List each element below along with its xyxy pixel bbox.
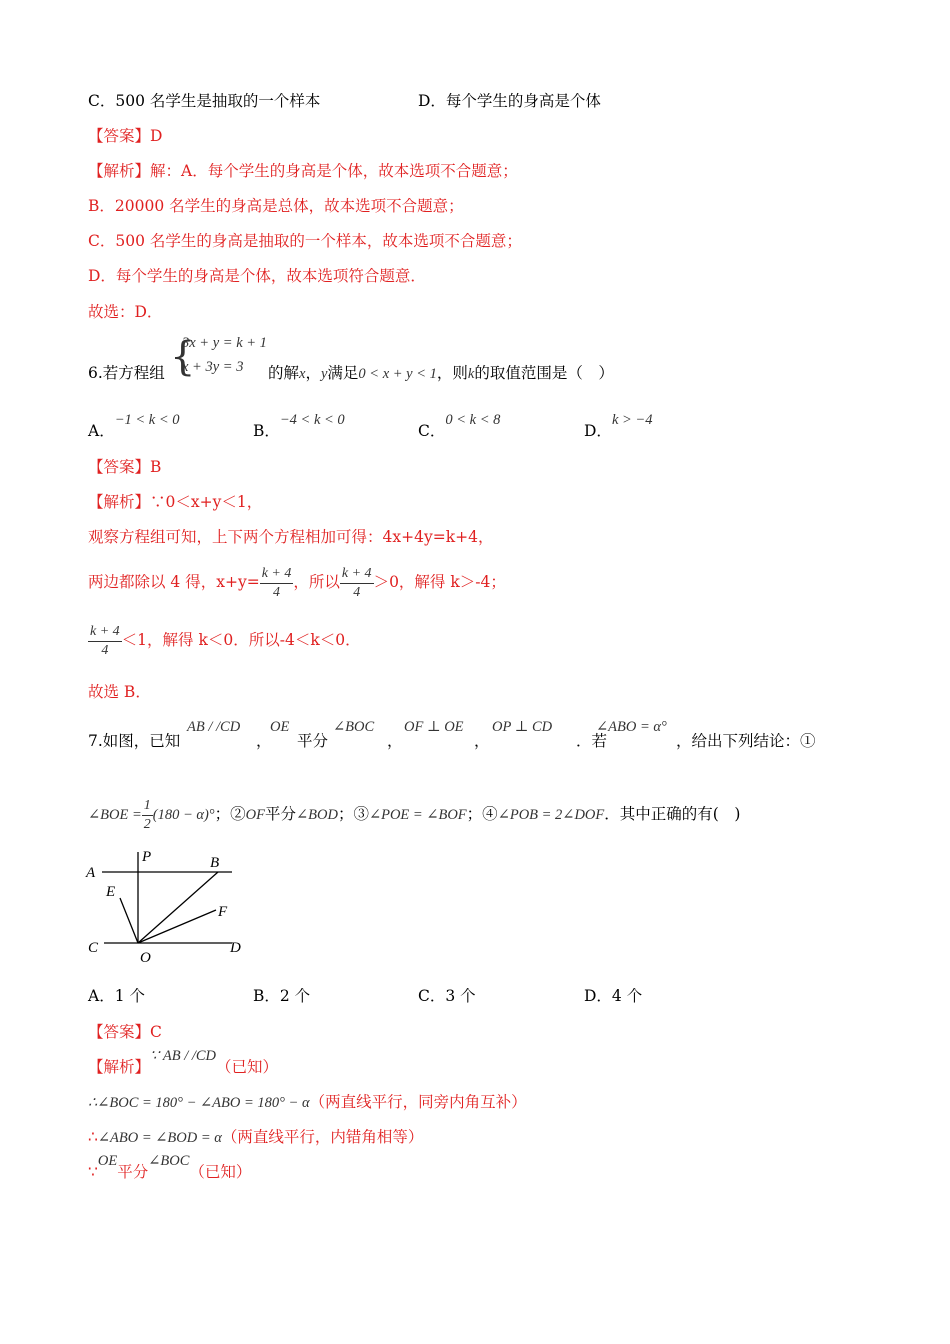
q7-option-a: A．1 个 xyxy=(88,987,145,1005)
conclusion-1-expr: (180 − α)° xyxy=(152,807,215,823)
q5-option-c: C．500 名学生是抽取的一个样本 xyxy=(88,92,321,110)
q6-option-c xyxy=(418,412,501,443)
var-x: x xyxy=(299,366,306,382)
q7-cond-angle: ∠ABO = α° xyxy=(596,719,667,735)
option-label: C． xyxy=(418,422,446,440)
explain-text: ∵0＜x+y＜1， xyxy=(150,493,263,511)
equation-system xyxy=(170,335,270,381)
explain-text: ，所以 xyxy=(293,573,340,591)
q6-explain-1 xyxy=(88,491,262,513)
explain-text: 两边都除以 4 得，x+y= xyxy=(88,573,260,591)
option-math: k > −4 xyxy=(611,412,653,428)
q7-answer xyxy=(88,1021,162,1043)
q7-option-b: B．2 个 xyxy=(253,987,311,1005)
option-label: B． xyxy=(253,422,280,440)
explain-text: 解：A．每个学生的身高是个体，故本选项不合题意； xyxy=(150,162,518,180)
q6-option-a xyxy=(88,412,180,443)
ray-ob xyxy=(138,872,218,943)
sep-3: ；③ xyxy=(337,805,369,823)
equation-2: x + 3y = 3 xyxy=(182,359,244,375)
option-math: −4 < k < 0 xyxy=(279,412,345,428)
explain-text: ＞0，解得 k＞-4； xyxy=(373,573,506,591)
label-c: C xyxy=(88,940,99,956)
explain-math: ∴∠BOC = 180° − ∠ABO = 180° − α xyxy=(88,1095,310,1111)
explain-note: （两直线平行，同旁内角互补） xyxy=(309,1093,527,1111)
q7-option-c: C．3 个 xyxy=(418,987,476,1005)
q7-sep: ， xyxy=(474,732,490,750)
q7-bisects: 平分 xyxy=(297,732,329,750)
q7-cond-of-perp: OF ⊥ OE xyxy=(404,719,464,735)
answer-tag: 【答案】 xyxy=(88,458,151,476)
q7-cond-boc: ∠BOC xyxy=(333,719,375,735)
q7-explain-3 xyxy=(88,1126,423,1149)
q7-explain-4 xyxy=(88,1153,252,1184)
q7-sep: ， xyxy=(256,732,272,750)
q7-sep: ， xyxy=(387,732,403,750)
option-label: A． xyxy=(88,422,115,440)
conclusion-tail: ．其中正确的有( ) xyxy=(604,805,741,823)
therefore-icon: ∴ xyxy=(88,1128,98,1146)
fraction-denominator: 4 xyxy=(101,642,109,658)
fraction-half xyxy=(142,797,153,834)
q5-explain-2: B．20000 名学生的身高是总体，故本选项不合题意； xyxy=(88,197,464,215)
bisects: 平分 xyxy=(264,805,296,823)
conclusion-2-bod: ∠BOD xyxy=(295,807,338,823)
conclusion-1: ∠BOE = xyxy=(88,807,142,823)
stem-text: 的解 xyxy=(268,364,300,382)
fraction xyxy=(340,565,374,602)
q7-tail: ，给出下列结论：① xyxy=(676,732,816,750)
fraction-denominator: 2 xyxy=(143,816,151,832)
answer-value: C xyxy=(150,1023,162,1041)
q6-option-d xyxy=(584,412,653,443)
q5-explain-1 xyxy=(88,160,518,182)
q6-explain-2: 观察方程组可知，上下两个方程相加可得：4x+4y=k+4， xyxy=(88,528,494,546)
conclusion-4: ∠POB = 2∠DOF xyxy=(497,807,605,823)
ray-of xyxy=(138,910,216,943)
q5-answer xyxy=(88,125,162,147)
q7-cond-parallel: AB / /CD xyxy=(187,719,241,735)
answer-value: B xyxy=(150,458,162,476)
option-label: D． xyxy=(584,422,612,440)
q7-conclusions xyxy=(88,794,740,835)
stem-text: ，则 xyxy=(436,364,468,382)
option-math: 0 < k < 8 xyxy=(445,412,501,428)
fraction-numerator: k + 4 xyxy=(340,565,374,584)
sep-2: ；② xyxy=(214,805,246,823)
q5-explain-4: D．每个学生的身高是个体，故本选项符合题意． xyxy=(88,267,426,285)
q6-prefix: 6.若方程组 xyxy=(88,364,165,382)
label-o: O xyxy=(140,950,151,966)
label-a: A xyxy=(86,865,96,881)
explain-note: （已知） xyxy=(216,1058,279,1076)
label-b: B xyxy=(210,855,220,871)
geometry-figure xyxy=(84,846,254,970)
q7-cond-oe: OE xyxy=(270,719,290,735)
q5-choose: 故选：D． xyxy=(88,303,163,321)
q7-if: ．若 xyxy=(576,732,608,750)
q5-explain-3: C．500 名学生的身高是抽取的一个样本，故本选项不合题意； xyxy=(88,232,522,250)
answer-value: D xyxy=(150,127,163,145)
label-p: P xyxy=(142,849,152,865)
q5-option-d: D．每个学生的身高是个体 xyxy=(418,92,601,110)
q7-cond-op-perp: OP ⊥ CD xyxy=(492,719,553,735)
bisects: 平分 xyxy=(117,1163,149,1181)
var-k: k xyxy=(467,366,475,382)
explain-text: ＜1，解得 k＜0．所以-4＜k＜0． xyxy=(121,631,361,649)
answer-tag: 【答案】 xyxy=(88,1023,151,1041)
q7-prefix: 7.如图，已知 xyxy=(88,732,181,750)
explain-tag: 【解析】 xyxy=(88,493,151,511)
conclusion-2-of: OF xyxy=(245,807,265,823)
sep-4: ；④ xyxy=(466,805,498,823)
q7-explain-1 xyxy=(88,1048,279,1079)
equation-1: 3x + y = k + 1 xyxy=(182,335,267,351)
explain-tag: 【解析】 xyxy=(88,1058,151,1076)
fraction-numerator: k + 4 xyxy=(260,565,294,584)
answer-tag: 【答案】 xyxy=(88,127,151,145)
fraction xyxy=(88,623,122,660)
label-d: D xyxy=(230,940,241,956)
explain-math: OE xyxy=(97,1153,118,1169)
label-f: F xyxy=(218,904,228,920)
conclusion-3: ∠POE = ∠BOF xyxy=(368,807,467,823)
var-y: y xyxy=(320,366,328,382)
q6-explain-4 xyxy=(88,621,361,660)
explain-note: （已知） xyxy=(189,1163,252,1181)
q6-choose: 故选 B． xyxy=(88,683,151,701)
fraction-denominator: 4 xyxy=(353,584,361,600)
q6-stem xyxy=(268,362,614,385)
condition: 0 < x + y < 1 xyxy=(358,366,437,382)
explain-math: ∠ABO = ∠BOD = α xyxy=(97,1130,222,1146)
label-e: E xyxy=(106,884,116,900)
fraction-numerator: k + 4 xyxy=(88,623,122,642)
stem-text: 的取值范围是（ ） xyxy=(474,364,614,382)
q6-explain-3 xyxy=(88,563,506,602)
fraction-denominator: 4 xyxy=(273,584,281,600)
option-math: −1 < k < 0 xyxy=(114,412,180,428)
ray-oe xyxy=(120,898,138,943)
q6-answer xyxy=(88,456,161,478)
explain-math: ∵ AB / /CD xyxy=(150,1048,217,1064)
explain-tag: 【解析】 xyxy=(88,162,151,180)
q6-option-b xyxy=(253,412,345,443)
because-icon: ∵ xyxy=(88,1163,98,1181)
comma: ， xyxy=(305,364,321,382)
brace-icon: { xyxy=(170,334,196,380)
fraction-numerator: 1 xyxy=(142,797,153,816)
explain-note: （两直线平行，内错角相等） xyxy=(221,1128,424,1146)
q7-option-d: D．4 个 xyxy=(584,987,643,1005)
fraction xyxy=(260,565,294,602)
stem-text: 满足 xyxy=(327,364,359,382)
q7-explain-2 xyxy=(88,1091,527,1114)
explain-math: ∠BOC xyxy=(148,1153,190,1169)
